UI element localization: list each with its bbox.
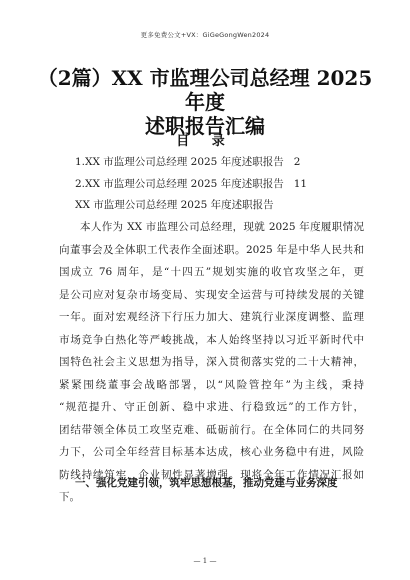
- paragraph-line: 向董事会及全体职工代表作全面述职。2025 年是中华人民共和: [59, 243, 364, 256]
- paragraph-line: 力下，公司全年经营目标基本达成，核心业务稳中有进，风险: [59, 446, 364, 458]
- paragraph-line: 紧紧围绕董事会战略部署，以“风险管控年”为主线，秉持: [59, 378, 364, 391]
- paragraph-line: 一年。面对宏观经济下行压力加大、建筑行业深度调整、监理: [59, 311, 364, 323]
- toc-entry-label: 1.XX 市监理公司总经理 2025 年度述职报告: [75, 156, 284, 168]
- paragraph-line: 国成立 76 周年，是“十四五”规划实施的收官攻坚之年，更: [59, 266, 364, 278]
- intro-paragraph: [59, 216, 364, 509]
- document-title: [30, 66, 380, 138]
- title-line-2: 述职报告汇编: [145, 114, 265, 138]
- paragraph-line: 防线持续筑牢，企业韧性显著增强。现将全年工作情况汇报如: [59, 468, 364, 481]
- toc-entry-label: 2.XX 市监理公司总经理 2025 年度述职报告: [75, 178, 284, 190]
- toc-entry[interactable]: [75, 151, 375, 173]
- section-heading: 一、强化党建引领，筑牢思想根基，推动党建与业务深度: [75, 477, 338, 489]
- report-title: XX 市监理公司总经理 2025 年度述职报告: [75, 199, 274, 211]
- paragraph-line: “规范提升、守正创新、稳中求进、行稳致远”的工作方针，: [59, 401, 364, 413]
- toc-heading: 目 录: [176, 134, 234, 149]
- toc-entry-page: 11: [293, 178, 308, 190]
- title-line-1: （2篇）XX 市监理公司总经理 2025 年度: [37, 66, 373, 114]
- paragraph-line: 下。: [59, 491, 80, 503]
- paragraph-line: 是公司应对复杂市场变局、实现安全运营与可持续发展的关键: [59, 288, 364, 301]
- paragraph-line: 团结带领全体员工攻坚克难、砥砺前行。在全体同仁的共同努: [59, 423, 364, 436]
- toc-entry[interactable]: [75, 173, 375, 195]
- paragraph-line: 本人作为 XX 市监理公司总经理，现就 2025 年度履职情况: [80, 221, 364, 233]
- paragraph-line: 市场竞争白热化等严峻挑战，本人始终坚持以习近平新时代中: [59, 333, 364, 346]
- table-of-contents: [75, 151, 375, 195]
- toc-entry-page: 2: [293, 156, 301, 168]
- header-note: 更多免费公文+VX：GiGeGongWen2024: [140, 31, 270, 39]
- paragraph-line: 国特色社会主义思想为指导，深入贯彻落实党的二十大精神，: [59, 356, 364, 368]
- page-number: — 1 —: [193, 557, 217, 565]
